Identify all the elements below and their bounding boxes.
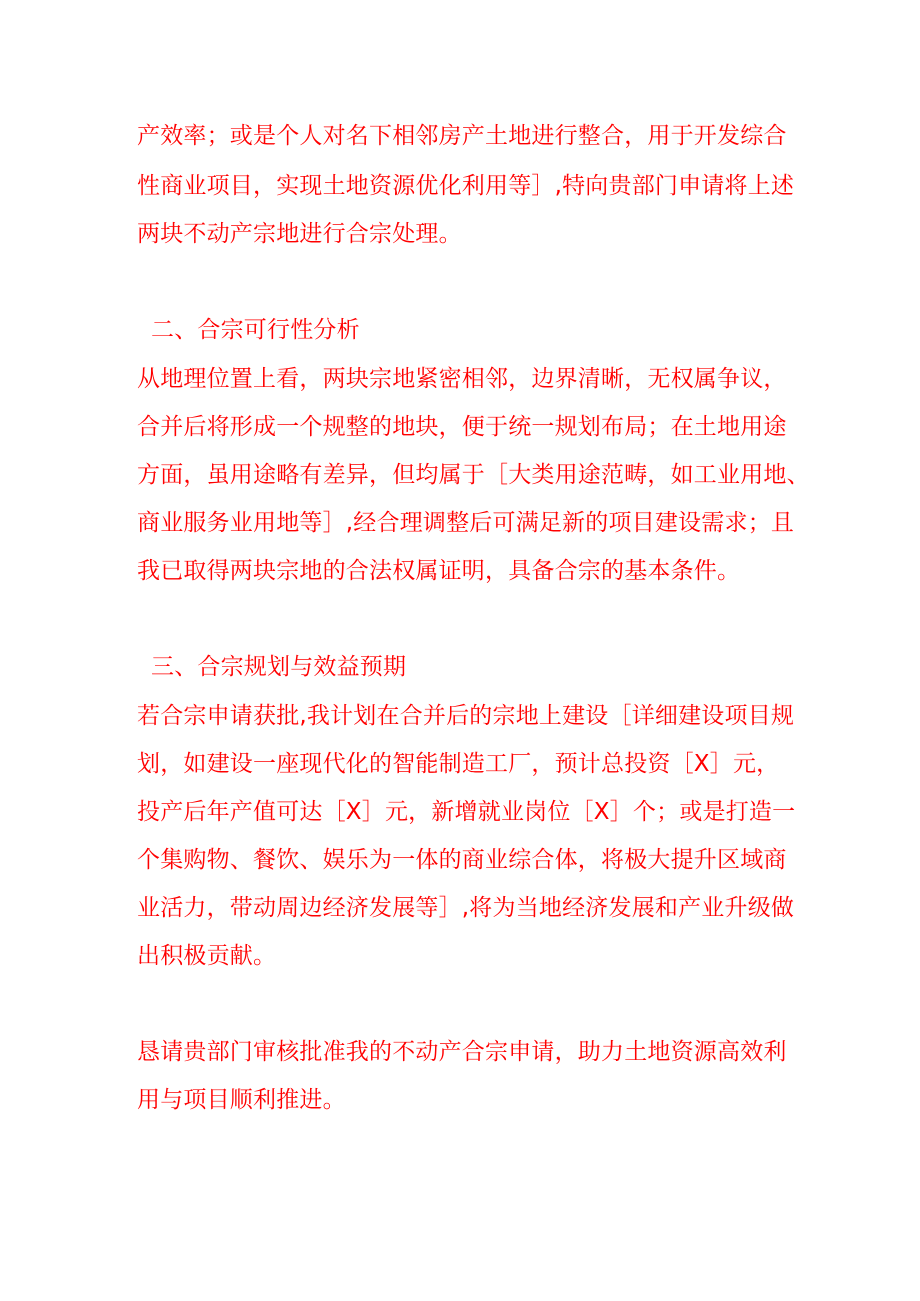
paragraph-line: 我已取得两块宗地的合法权属证明，具备合宗的基本条件。 [137, 558, 741, 584]
paragraph-line: 两块不动产宗地进行合宗处理。 [137, 221, 462, 247]
paragraph-line: 出积极贡献。 [137, 943, 277, 969]
paragraph-line: 性商业项目，实现土地资源优化利用等］,特向贵部门申请将上述 [137, 173, 795, 199]
section-heading-feasibility: 二、合宗可行性分析 [151, 317, 360, 343]
paragraph-line: 个集购物、餐饮、娱乐为一体的商业综合体，将极大提升区域商 [137, 847, 787, 873]
closing-line: 恳请贵部门审核批准我的不动产合宗申请，助力土地资源高效利 [137, 1039, 787, 1065]
paragraph-line: 商业服务业用地等］,经合理调整后可满足新的项目建设需求；且 [137, 510, 795, 536]
paragraph-line: 产效率；或是个人对名下相邻房产土地进行整合，用于开发综合 [137, 123, 787, 149]
paragraph-line: 划，如建设一座现代化的智能制造工厂，预计总投资［X］元， [137, 751, 780, 777]
paragraph-line: 方面，虽用途略有差异，但均属于［大类用途范畴，如工业用地、 [137, 462, 810, 488]
paragraph-line: 从地理位置上看，两块宗地紧密相邻，边界清晰，无权属争议， [137, 366, 787, 392]
paragraph-line: 业活力，带动周边经济发展等］,将为当地经济发展和产业升级做 [137, 895, 795, 921]
paragraph-line: 投产后年产值可达［X］元，新增就业岗位［X］个；或是打造一 [137, 799, 796, 825]
section-heading-planning: 三、合宗规划与效益预期 [151, 654, 407, 680]
closing-line: 用与项目顺利推进。 [137, 1087, 346, 1113]
paragraph-line: 合并后将形成一个规整的地块，便于统一规划布局；在土地用途 [137, 414, 787, 440]
paragraph-line: 若合宗申请获批,我计划在合并后的宗地上建设［详细建设项目规 [137, 703, 795, 729]
